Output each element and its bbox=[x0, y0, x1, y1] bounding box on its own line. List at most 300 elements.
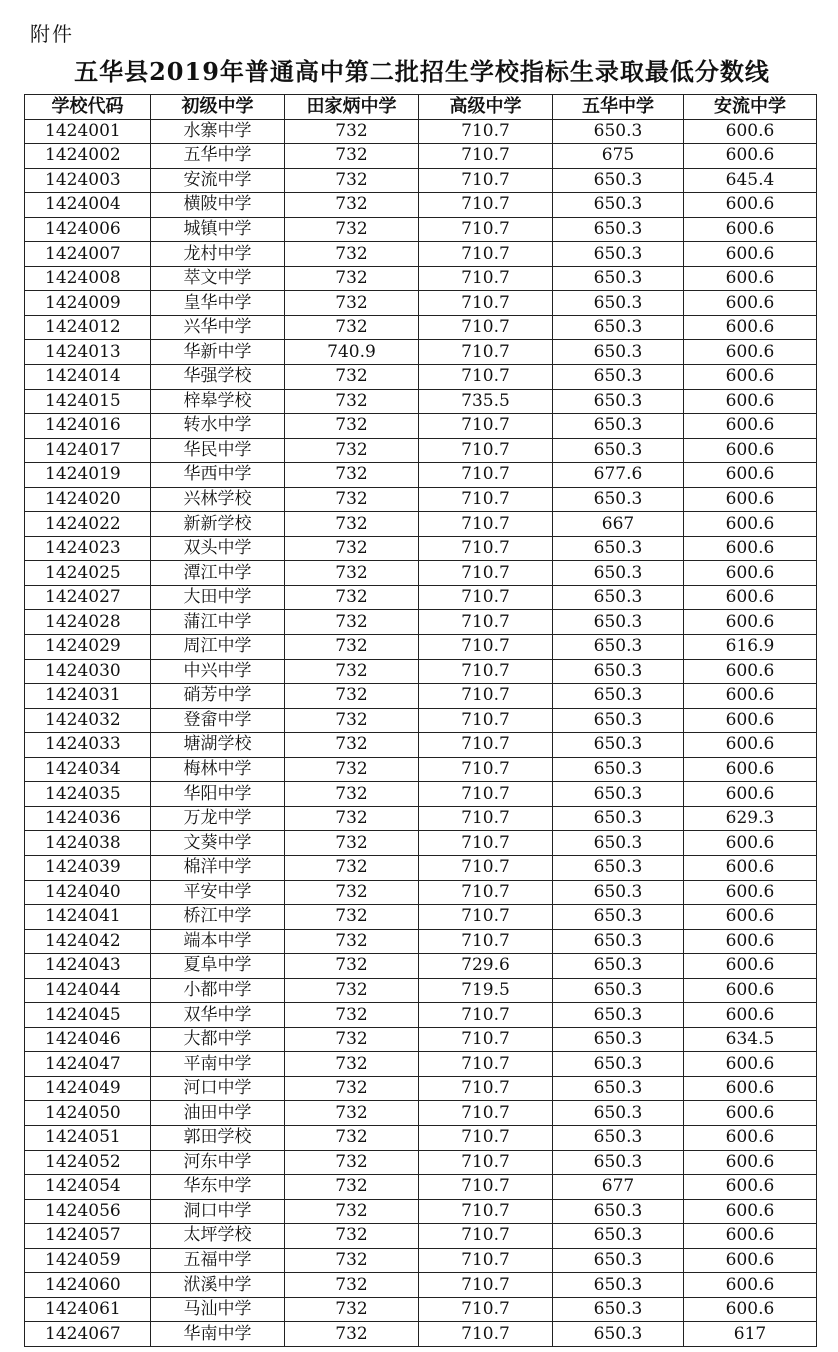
anliu-score-cell: 600.6 bbox=[684, 880, 817, 905]
table-header-row bbox=[25, 95, 817, 120]
school-code-cell: 1424038 bbox=[25, 831, 151, 856]
table-row bbox=[25, 512, 817, 537]
school-code-cell: 1424054 bbox=[25, 1175, 151, 1200]
school-code-cell: 1424060 bbox=[25, 1273, 151, 1298]
junior-school-cell: 郭田学校 bbox=[151, 1125, 285, 1150]
anliu-score-cell: 645.4 bbox=[684, 168, 817, 193]
wuhua-score-cell: 650.3 bbox=[553, 193, 684, 218]
tianjiabing-score-cell: 732 bbox=[285, 684, 419, 709]
table-row bbox=[25, 315, 817, 340]
senior-high-score-cell: 710.7 bbox=[419, 806, 553, 831]
table-row bbox=[25, 438, 817, 463]
wuhua-score-cell: 650.3 bbox=[553, 929, 684, 954]
school-code-cell: 1424041 bbox=[25, 905, 151, 930]
tianjiabing-score-cell: 732 bbox=[285, 708, 419, 733]
school-code-cell: 1424020 bbox=[25, 487, 151, 512]
table-row bbox=[25, 684, 817, 709]
table-row bbox=[25, 635, 817, 660]
school-code-cell: 1424017 bbox=[25, 438, 151, 463]
junior-school-cell: 华东中学 bbox=[151, 1175, 285, 1200]
tianjiabing-score-cell: 732 bbox=[285, 438, 419, 463]
wuhua-score-cell: 650.3 bbox=[553, 487, 684, 512]
tianjiabing-score-cell: 732 bbox=[285, 1322, 419, 1347]
column-header-anliu: 安流中学 bbox=[684, 95, 817, 120]
wuhua-score-cell: 650.3 bbox=[553, 635, 684, 660]
tianjiabing-score-cell: 732 bbox=[285, 365, 419, 390]
anliu-score-cell: 600.6 bbox=[684, 659, 817, 684]
table-row bbox=[25, 389, 817, 414]
table-row bbox=[25, 340, 817, 365]
tianjiabing-score-cell: 732 bbox=[285, 1175, 419, 1200]
table-row bbox=[25, 487, 817, 512]
junior-school-cell: 华新中学 bbox=[151, 340, 285, 365]
junior-school-cell: 大田中学 bbox=[151, 585, 285, 610]
tianjiabing-score-cell: 732 bbox=[285, 1076, 419, 1101]
tianjiabing-score-cell: 732 bbox=[285, 119, 419, 144]
wuhua-score-cell: 650.3 bbox=[553, 905, 684, 930]
junior-school-cell: 小都中学 bbox=[151, 978, 285, 1003]
senior-high-score-cell: 710.7 bbox=[419, 365, 553, 390]
senior-high-score-cell: 710.7 bbox=[419, 1003, 553, 1028]
anliu-score-cell: 600.6 bbox=[684, 438, 817, 463]
senior-high-score-cell: 710.7 bbox=[419, 684, 553, 709]
table-row bbox=[25, 880, 817, 905]
anliu-score-cell: 600.6 bbox=[684, 389, 817, 414]
table-row bbox=[25, 855, 817, 880]
table-row bbox=[25, 806, 817, 831]
tianjiabing-score-cell: 732 bbox=[285, 561, 419, 586]
tianjiabing-score-cell: 732 bbox=[285, 954, 419, 979]
wuhua-score-cell: 650.3 bbox=[553, 757, 684, 782]
school-code-cell: 1424036 bbox=[25, 806, 151, 831]
anliu-score-cell: 600.6 bbox=[684, 1101, 817, 1126]
junior-school-cell: 中兴中学 bbox=[151, 659, 285, 684]
tianjiabing-score-cell: 732 bbox=[285, 315, 419, 340]
senior-high-score-cell: 710.7 bbox=[419, 536, 553, 561]
tianjiabing-score-cell: 732 bbox=[285, 463, 419, 488]
school-code-cell: 1424051 bbox=[25, 1125, 151, 1150]
anliu-score-cell: 600.6 bbox=[684, 119, 817, 144]
table-row bbox=[25, 536, 817, 561]
table-row bbox=[25, 1052, 817, 1077]
school-code-cell: 1424015 bbox=[25, 389, 151, 414]
tianjiabing-score-cell: 732 bbox=[285, 905, 419, 930]
anliu-score-cell: 600.6 bbox=[684, 217, 817, 242]
school-code-cell: 1424040 bbox=[25, 880, 151, 905]
wuhua-score-cell: 650.3 bbox=[553, 168, 684, 193]
table-row bbox=[25, 193, 817, 218]
table-row bbox=[25, 1322, 817, 1347]
anliu-score-cell: 600.6 bbox=[684, 954, 817, 979]
junior-school-cell: 华强学校 bbox=[151, 365, 285, 390]
wuhua-score-cell: 650.3 bbox=[553, 1003, 684, 1028]
junior-school-cell: 潭江中学 bbox=[151, 561, 285, 586]
senior-high-score-cell: 710.7 bbox=[419, 414, 553, 439]
school-code-cell: 1424006 bbox=[25, 217, 151, 242]
junior-school-cell: 硝芳中学 bbox=[151, 684, 285, 709]
senior-high-score-cell: 710.7 bbox=[419, 708, 553, 733]
junior-school-cell: 新新学校 bbox=[151, 512, 285, 537]
anliu-score-cell: 600.6 bbox=[684, 978, 817, 1003]
junior-school-cell: 横陂中学 bbox=[151, 193, 285, 218]
tianjiabing-score-cell: 732 bbox=[285, 389, 419, 414]
table-row bbox=[25, 929, 817, 954]
senior-high-score-cell: 710.7 bbox=[419, 1175, 553, 1200]
anliu-score-cell: 629.3 bbox=[684, 806, 817, 831]
wuhua-score-cell: 650.3 bbox=[553, 1224, 684, 1249]
table-row bbox=[25, 733, 817, 758]
anliu-score-cell: 600.6 bbox=[684, 1175, 817, 1200]
anliu-score-cell: 600.6 bbox=[684, 463, 817, 488]
anliu-score-cell: 600.6 bbox=[684, 144, 817, 169]
senior-high-score-cell: 710.7 bbox=[419, 291, 553, 316]
anliu-score-cell: 600.6 bbox=[684, 1248, 817, 1273]
junior-school-cell: 华阳中学 bbox=[151, 782, 285, 807]
anliu-score-cell: 600.6 bbox=[684, 1125, 817, 1150]
table-row bbox=[25, 1076, 817, 1101]
table-row bbox=[25, 757, 817, 782]
senior-high-score-cell: 710.7 bbox=[419, 119, 553, 144]
senior-high-score-cell: 710.7 bbox=[419, 144, 553, 169]
anliu-score-cell: 600.6 bbox=[684, 1273, 817, 1298]
school-code-cell: 1424049 bbox=[25, 1076, 151, 1101]
school-code-cell: 1424044 bbox=[25, 978, 151, 1003]
tianjiabing-score-cell: 732 bbox=[285, 659, 419, 684]
tianjiabing-score-cell: 732 bbox=[285, 414, 419, 439]
school-code-cell: 1424033 bbox=[25, 733, 151, 758]
tianjiabing-score-cell: 732 bbox=[285, 512, 419, 537]
tianjiabing-score-cell: 732 bbox=[285, 1003, 419, 1028]
senior-high-score-cell: 710.7 bbox=[419, 1199, 553, 1224]
senior-high-score-cell: 710.7 bbox=[419, 610, 553, 635]
column-header-senior-high: 高级中学 bbox=[419, 95, 553, 120]
school-code-cell: 1424042 bbox=[25, 929, 151, 954]
senior-high-score-cell: 710.7 bbox=[419, 1101, 553, 1126]
junior-school-cell: 蒲江中学 bbox=[151, 610, 285, 635]
tianjiabing-score-cell: 732 bbox=[285, 978, 419, 1003]
table-row bbox=[25, 610, 817, 635]
wuhua-score-cell: 650.3 bbox=[553, 1150, 684, 1175]
anliu-score-cell: 600.6 bbox=[684, 1297, 817, 1322]
tianjiabing-score-cell: 732 bbox=[285, 536, 419, 561]
junior-school-cell: 太坪学校 bbox=[151, 1224, 285, 1249]
tianjiabing-score-cell: 732 bbox=[285, 1199, 419, 1224]
column-header-tianjiabing: 田家炳中学 bbox=[285, 95, 419, 120]
tianjiabing-score-cell: 732 bbox=[285, 782, 419, 807]
school-code-cell: 1424023 bbox=[25, 536, 151, 561]
junior-school-cell: 周江中学 bbox=[151, 635, 285, 660]
wuhua-score-cell: 675 bbox=[553, 144, 684, 169]
wuhua-score-cell: 650.3 bbox=[553, 1199, 684, 1224]
school-code-cell: 1424031 bbox=[25, 684, 151, 709]
wuhua-score-cell: 650.3 bbox=[553, 733, 684, 758]
senior-high-score-cell: 710.7 bbox=[419, 1076, 553, 1101]
junior-school-cell: 登畲中学 bbox=[151, 708, 285, 733]
anliu-score-cell: 600.6 bbox=[684, 536, 817, 561]
junior-school-cell: 梓皋学校 bbox=[151, 389, 285, 414]
wuhua-score-cell: 650.3 bbox=[553, 585, 684, 610]
school-code-cell: 1424056 bbox=[25, 1199, 151, 1224]
junior-school-cell: 洞口中学 bbox=[151, 1199, 285, 1224]
wuhua-score-cell: 650.3 bbox=[553, 389, 684, 414]
senior-high-score-cell: 710.7 bbox=[419, 561, 553, 586]
junior-school-cell: 夏阜中学 bbox=[151, 954, 285, 979]
wuhua-score-cell: 650.3 bbox=[553, 266, 684, 291]
junior-school-cell: 双华中学 bbox=[151, 1003, 285, 1028]
table-body bbox=[25, 119, 817, 1346]
wuhua-score-cell: 650.3 bbox=[553, 561, 684, 586]
senior-high-score-cell: 710.7 bbox=[419, 1027, 553, 1052]
senior-high-score-cell: 710.7 bbox=[419, 1052, 553, 1077]
wuhua-score-cell: 650.3 bbox=[553, 315, 684, 340]
wuhua-score-cell: 650.3 bbox=[553, 1248, 684, 1273]
wuhua-score-cell: 650.3 bbox=[553, 684, 684, 709]
wuhua-score-cell: 650.3 bbox=[553, 782, 684, 807]
tianjiabing-score-cell: 732 bbox=[285, 1052, 419, 1077]
anliu-score-cell: 600.6 bbox=[684, 610, 817, 635]
junior-school-cell: 塘湖学校 bbox=[151, 733, 285, 758]
school-code-cell: 1424035 bbox=[25, 782, 151, 807]
senior-high-score-cell: 729.6 bbox=[419, 954, 553, 979]
table-row bbox=[25, 144, 817, 169]
school-code-cell: 1424002 bbox=[25, 144, 151, 169]
senior-high-score-cell: 710.7 bbox=[419, 659, 553, 684]
tianjiabing-score-cell: 732 bbox=[285, 880, 419, 905]
table-row bbox=[25, 1199, 817, 1224]
anliu-score-cell: 616.9 bbox=[684, 635, 817, 660]
senior-high-score-cell: 710.7 bbox=[419, 1297, 553, 1322]
tianjiabing-score-cell: 732 bbox=[285, 635, 419, 660]
school-code-cell: 1424045 bbox=[25, 1003, 151, 1028]
wuhua-score-cell: 650.3 bbox=[553, 1125, 684, 1150]
document-title: 五华县2019年普通高中第二批招生学校指标生录取最低分数线 bbox=[74, 57, 770, 86]
table-row bbox=[25, 365, 817, 390]
junior-school-cell: 华西中学 bbox=[151, 463, 285, 488]
school-code-cell: 1424067 bbox=[25, 1322, 151, 1347]
senior-high-score-cell: 710.7 bbox=[419, 168, 553, 193]
table-row bbox=[25, 1273, 817, 1298]
anliu-score-cell: 600.6 bbox=[684, 266, 817, 291]
attachment-label: 附件 bbox=[30, 22, 74, 46]
tianjiabing-score-cell: 732 bbox=[285, 733, 419, 758]
anliu-score-cell: 600.6 bbox=[684, 733, 817, 758]
school-code-cell: 1424052 bbox=[25, 1150, 151, 1175]
school-code-cell: 1424016 bbox=[25, 414, 151, 439]
column-header-wuhua: 五华中学 bbox=[553, 95, 684, 120]
table-row bbox=[25, 905, 817, 930]
wuhua-score-cell: 650.3 bbox=[553, 954, 684, 979]
tianjiabing-score-cell: 732 bbox=[285, 929, 419, 954]
anliu-score-cell: 600.6 bbox=[684, 1224, 817, 1249]
anliu-score-cell: 600.6 bbox=[684, 831, 817, 856]
school-code-cell: 1424025 bbox=[25, 561, 151, 586]
tianjiabing-score-cell: 732 bbox=[285, 291, 419, 316]
table-row bbox=[25, 782, 817, 807]
senior-high-score-cell: 719.5 bbox=[419, 978, 553, 1003]
table-row bbox=[25, 463, 817, 488]
wuhua-score-cell: 650.3 bbox=[553, 659, 684, 684]
table-row bbox=[25, 708, 817, 733]
tianjiabing-score-cell: 732 bbox=[285, 1224, 419, 1249]
wuhua-score-cell: 677 bbox=[553, 1175, 684, 1200]
senior-high-score-cell: 710.7 bbox=[419, 831, 553, 856]
anliu-score-cell: 600.6 bbox=[684, 340, 817, 365]
senior-high-score-cell: 710.7 bbox=[419, 315, 553, 340]
school-code-cell: 1424004 bbox=[25, 193, 151, 218]
junior-school-cell: 龙村中学 bbox=[151, 242, 285, 267]
tianjiabing-score-cell: 732 bbox=[285, 168, 419, 193]
table-row bbox=[25, 242, 817, 267]
school-code-cell: 1424057 bbox=[25, 1224, 151, 1249]
school-code-cell: 1424003 bbox=[25, 168, 151, 193]
anliu-score-cell: 617 bbox=[684, 1322, 817, 1347]
wuhua-score-cell: 650.3 bbox=[553, 1076, 684, 1101]
anliu-score-cell: 600.6 bbox=[684, 708, 817, 733]
senior-high-score-cell: 710.7 bbox=[419, 463, 553, 488]
wuhua-score-cell: 677.6 bbox=[553, 463, 684, 488]
school-code-cell: 1424034 bbox=[25, 757, 151, 782]
tianjiabing-score-cell: 732 bbox=[285, 806, 419, 831]
tianjiabing-score-cell: 740.9 bbox=[285, 340, 419, 365]
wuhua-score-cell: 650.3 bbox=[553, 708, 684, 733]
table-row bbox=[25, 1003, 817, 1028]
school-code-cell: 1424009 bbox=[25, 291, 151, 316]
table-row bbox=[25, 1248, 817, 1273]
tianjiabing-score-cell: 732 bbox=[285, 144, 419, 169]
senior-high-score-cell: 710.7 bbox=[419, 217, 553, 242]
junior-school-cell: 萃文中学 bbox=[151, 266, 285, 291]
senior-high-score-cell: 710.7 bbox=[419, 757, 553, 782]
anliu-score-cell: 600.6 bbox=[684, 512, 817, 537]
senior-high-score-cell: 710.7 bbox=[419, 1322, 553, 1347]
senior-high-score-cell: 710.7 bbox=[419, 1273, 553, 1298]
tianjiabing-score-cell: 732 bbox=[285, 1150, 419, 1175]
senior-high-score-cell: 710.7 bbox=[419, 266, 553, 291]
junior-school-cell: 文葵中学 bbox=[151, 831, 285, 856]
junior-school-cell: 五福中学 bbox=[151, 1248, 285, 1273]
tianjiabing-score-cell: 732 bbox=[285, 610, 419, 635]
senior-high-score-cell: 710.7 bbox=[419, 1248, 553, 1273]
table-row bbox=[25, 978, 817, 1003]
tianjiabing-score-cell: 732 bbox=[285, 831, 419, 856]
tianjiabing-score-cell: 732 bbox=[285, 193, 419, 218]
wuhua-score-cell: 650.3 bbox=[553, 855, 684, 880]
anliu-score-cell: 600.6 bbox=[684, 782, 817, 807]
senior-high-score-cell: 710.7 bbox=[419, 905, 553, 930]
anliu-score-cell: 600.6 bbox=[684, 585, 817, 610]
tianjiabing-score-cell: 732 bbox=[285, 1297, 419, 1322]
table-row bbox=[25, 585, 817, 610]
tianjiabing-score-cell: 732 bbox=[285, 487, 419, 512]
anliu-score-cell: 600.6 bbox=[684, 365, 817, 390]
anliu-score-cell: 600.6 bbox=[684, 315, 817, 340]
table-row bbox=[25, 414, 817, 439]
wuhua-score-cell: 650.3 bbox=[553, 1273, 684, 1298]
anliu-score-cell: 600.6 bbox=[684, 414, 817, 439]
tianjiabing-score-cell: 732 bbox=[285, 1125, 419, 1150]
senior-high-score-cell: 710.7 bbox=[419, 880, 553, 905]
tianjiabing-score-cell: 732 bbox=[285, 1027, 419, 1052]
junior-school-cell: 梅林中学 bbox=[151, 757, 285, 782]
wuhua-score-cell: 650.3 bbox=[553, 119, 684, 144]
table-row bbox=[25, 1224, 817, 1249]
school-code-cell: 1424061 bbox=[25, 1297, 151, 1322]
wuhua-score-cell: 650.3 bbox=[553, 291, 684, 316]
wuhua-score-cell: 667 bbox=[553, 512, 684, 537]
wuhua-score-cell: 650.3 bbox=[553, 831, 684, 856]
senior-high-score-cell: 710.7 bbox=[419, 1150, 553, 1175]
tianjiabing-score-cell: 732 bbox=[285, 266, 419, 291]
table-row bbox=[25, 1297, 817, 1322]
senior-high-score-cell: 710.7 bbox=[419, 487, 553, 512]
tianjiabing-score-cell: 732 bbox=[285, 1101, 419, 1126]
anliu-score-cell: 600.6 bbox=[684, 855, 817, 880]
tianjiabing-score-cell: 732 bbox=[285, 1273, 419, 1298]
school-code-cell: 1424028 bbox=[25, 610, 151, 635]
senior-high-score-cell: 710.7 bbox=[419, 585, 553, 610]
anliu-score-cell: 600.6 bbox=[684, 1150, 817, 1175]
junior-school-cell: 万龙中学 bbox=[151, 806, 285, 831]
table-row bbox=[25, 266, 817, 291]
wuhua-score-cell: 650.3 bbox=[553, 414, 684, 439]
wuhua-score-cell: 650.3 bbox=[553, 536, 684, 561]
wuhua-score-cell: 650.3 bbox=[553, 978, 684, 1003]
junior-school-cell: 洑溪中学 bbox=[151, 1273, 285, 1298]
column-header-junior-school: 初级中学 bbox=[151, 95, 285, 120]
senior-high-score-cell: 710.7 bbox=[419, 733, 553, 758]
junior-school-cell: 河东中学 bbox=[151, 1150, 285, 1175]
school-code-cell: 1424046 bbox=[25, 1027, 151, 1052]
junior-school-cell: 双头中学 bbox=[151, 536, 285, 561]
senior-high-score-cell: 710.7 bbox=[419, 438, 553, 463]
score-table bbox=[24, 94, 817, 1347]
anliu-score-cell: 634.5 bbox=[684, 1027, 817, 1052]
table-row bbox=[25, 659, 817, 684]
junior-school-cell: 桥江中学 bbox=[151, 905, 285, 930]
senior-high-score-cell: 710.7 bbox=[419, 193, 553, 218]
wuhua-score-cell: 650.3 bbox=[553, 1297, 684, 1322]
wuhua-score-cell: 650.3 bbox=[553, 340, 684, 365]
junior-school-cell: 华南中学 bbox=[151, 1322, 285, 1347]
junior-school-cell: 安流中学 bbox=[151, 168, 285, 193]
table-row bbox=[25, 168, 817, 193]
anliu-score-cell: 600.6 bbox=[684, 291, 817, 316]
wuhua-score-cell: 650.3 bbox=[553, 1322, 684, 1347]
anliu-score-cell: 600.6 bbox=[684, 684, 817, 709]
junior-school-cell: 端本中学 bbox=[151, 929, 285, 954]
school-code-cell: 1424013 bbox=[25, 340, 151, 365]
school-code-cell: 1424012 bbox=[25, 315, 151, 340]
junior-school-cell: 棉洋中学 bbox=[151, 855, 285, 880]
table-row bbox=[25, 217, 817, 242]
tianjiabing-score-cell: 732 bbox=[285, 855, 419, 880]
senior-high-score-cell: 710.7 bbox=[419, 929, 553, 954]
school-code-cell: 1424030 bbox=[25, 659, 151, 684]
table-row bbox=[25, 1175, 817, 1200]
school-code-cell: 1424059 bbox=[25, 1248, 151, 1273]
anliu-score-cell: 600.6 bbox=[684, 757, 817, 782]
junior-school-cell: 转水中学 bbox=[151, 414, 285, 439]
junior-school-cell: 水寨中学 bbox=[151, 119, 285, 144]
tianjiabing-score-cell: 732 bbox=[285, 1248, 419, 1273]
table-row bbox=[25, 831, 817, 856]
junior-school-cell: 兴华中学 bbox=[151, 315, 285, 340]
wuhua-score-cell: 650.3 bbox=[553, 1052, 684, 1077]
junior-school-cell: 大都中学 bbox=[151, 1027, 285, 1052]
junior-school-cell: 河口中学 bbox=[151, 1076, 285, 1101]
senior-high-score-cell: 710.7 bbox=[419, 340, 553, 365]
school-code-cell: 1424039 bbox=[25, 855, 151, 880]
